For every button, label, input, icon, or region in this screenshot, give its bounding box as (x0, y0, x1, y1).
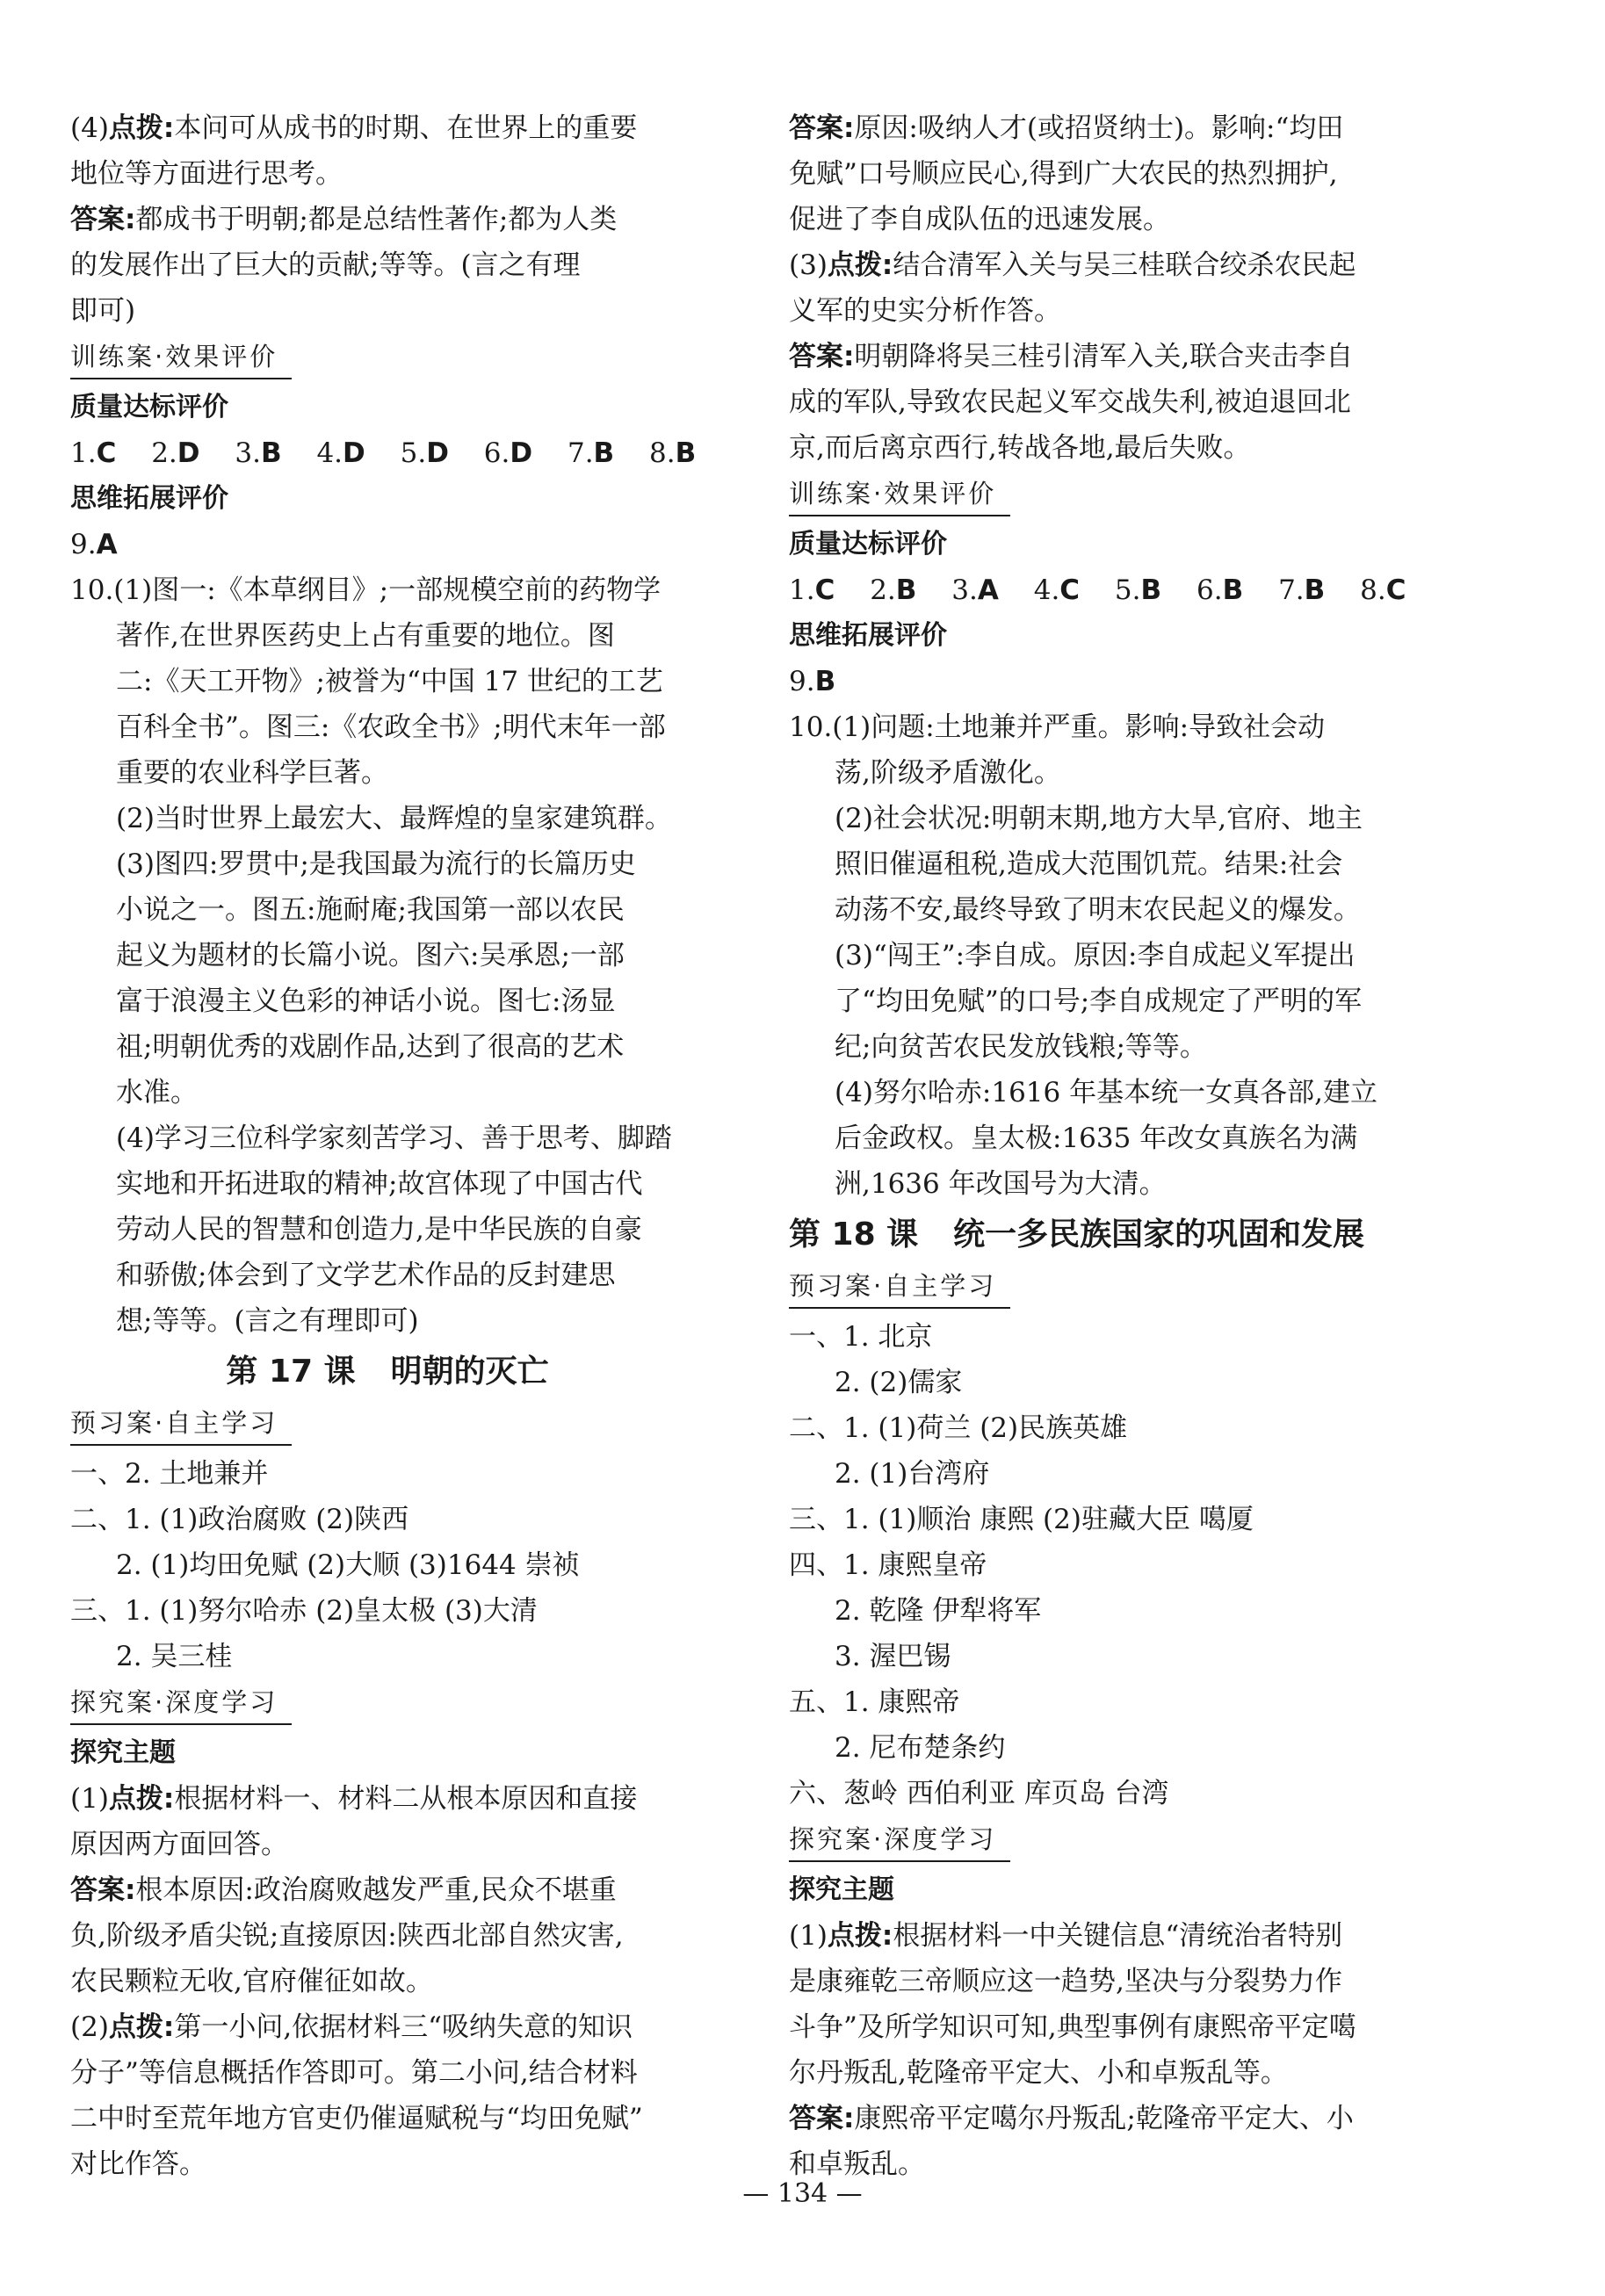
text-line: 负,阶级矛盾尖锐;直接原因:陕西北部自然灾害, (70, 1920, 624, 1952)
text-line: 2. (1)均田免赋 (2)大顺 (3)1644 崇祯 (116, 1549, 580, 1581)
answer-label: 答案: (70, 204, 136, 235)
subsection-heading: 思维拓展评价 (70, 483, 228, 514)
section-heading: 预习案·自主学习 (70, 1404, 292, 1446)
mc-answer: 2.B (870, 574, 917, 606)
text-line: (2)当时世界上最宏大、最辉煌的皇家建筑群。 (116, 803, 672, 834)
lesson-title: 第 18 课 统一多民族国家的巩固和发展 (789, 1217, 1365, 1253)
text-line: (4)努尔哈赤:1616 年基本统一女真各部,建立 (835, 1077, 1377, 1108)
text-line: (4)点拨:本问可从成书的时期、在世界上的重要 (70, 112, 638, 144)
text-line: 2. (1)台湾府 (835, 1458, 990, 1490)
text-line: 义军的史实分析作答。 (789, 295, 1061, 327)
text-line: 的发展作出了巨大的贡献;等等。(言之有理 (70, 249, 581, 281)
mc-answer: 5.D (400, 437, 449, 469)
mc-answer: 3.A (951, 574, 999, 606)
text-line: 原因两方面回答。 (70, 1829, 288, 1860)
mc-answer: 7.B (567, 437, 615, 469)
text-line: 纪;向贫苦农民发放钱粮;等等。 (835, 1031, 1207, 1063)
mc-answer: 4.C (1033, 574, 1081, 606)
text-line: 水准。 (116, 1077, 198, 1108)
text-line: 二:《天工开物》;被誉为“中国 17 世纪的工艺 (116, 666, 663, 697)
text-line: 二、1. (1)政治腐败 (2)陕西 (70, 1504, 409, 1535)
text-line: (2)点拨:第一小问,依据材料三“吸纳失意的知识 (70, 2011, 633, 2043)
text-line: 促进了李自成队伍的迅速发展。 (789, 204, 1170, 235)
text-line: 百科全书”。图三:《农政全书》;明代末年一部 (116, 711, 666, 743)
text-line: 三、1. (1)努尔哈赤 (2)皇太极 (3)大清 (70, 1595, 538, 1627)
text-line: 是康雍乾三帝顺应这一趋势,坚决与分裂势力作 (789, 1966, 1342, 1997)
text-line: 荡,阶级矛盾激化。 (835, 757, 1061, 789)
text-line: 答案:康熙帝平定噶尔丹叛乱;乾隆帝平定大、小 (789, 2103, 1354, 2134)
answer-label: 答案: (70, 1874, 136, 1906)
text-line: 六、葱岭 西伯利亚 库页岛 台湾 (789, 1778, 1169, 1809)
text-line: 2. 乾隆 伊犁将军 (835, 1595, 1042, 1627)
text-line: (1)点拨:根据材料一、材料二从根本原因和直接 (70, 1783, 638, 1815)
mc-answer: 6.B (1197, 574, 1244, 606)
mc-answer: 7.B (1278, 574, 1326, 606)
text-line: (3)图四:罗贯中;是我国最为流行的长篇历史 (116, 848, 636, 880)
subsection-heading: 思维拓展评价 (789, 620, 947, 651)
text-line: 祖;明朝优秀的戏剧作品,达到了很高的艺术 (116, 1031, 625, 1063)
text-line: (3)点拨:结合清军入关与吴三桂联合绞杀农民起 (789, 249, 1356, 281)
text-line: 对比作答。 (70, 2148, 206, 2180)
text-line: 二中时至荒年地方官吏仍催逼赋税与“均田免赋” (70, 2103, 643, 2134)
text-line: 二、1. (1)荷兰 (2)民族英雄 (789, 1412, 1128, 1444)
left-column (70, 105, 705, 2187)
section-heading: 训练案·效果评价 (789, 474, 1010, 516)
text-line: 五、1. 康熙帝 (789, 1686, 960, 1718)
text-line: 三、1. (1)顺治 康熙 (2)驻藏大臣 噶厦 (789, 1504, 1254, 1535)
text-line: (4)学习三位科学家刻苦学习、善于思考、脚踏 (116, 1123, 672, 1154)
text-line: 富于浪漫主义色彩的神话小说。图七:汤显 (116, 986, 616, 1017)
mc-answers (789, 567, 1423, 613)
section-heading: 训练案·效果评价 (70, 337, 292, 379)
text-line: 四、1. 康熙皇帝 (789, 1549, 987, 1581)
text-line: 农民颗粒无收,官府催征如故。 (70, 1966, 433, 1997)
text-line: 著作,在世界医药史上占有重要的地位。图 (116, 620, 615, 652)
text-line: 免赋”口号顺应民心,得到广大农民的热烈拥护, (789, 158, 1338, 190)
text-line: 10.(1)问题:土地兼并严重。影响:导致社会动 (789, 711, 1326, 743)
mc-answer: 6.D (483, 437, 533, 469)
text-line: 10.(1)图一:《本草纲目》;一部规模空前的药物学 (70, 574, 662, 606)
text-line: 劳动人民的智慧和创造力,是中华民族的自豪 (116, 1214, 642, 1245)
mc-answer: 1.C (70, 437, 117, 469)
text-line: 2. 尼布楚条约 (835, 1732, 1006, 1764)
mc-answers (70, 430, 705, 476)
text-line: 尔丹叛乱,乾隆帝平定大、小和卓叛乱等。 (789, 2057, 1288, 2089)
mc-answer: 5.B (1114, 574, 1162, 606)
text-line: 动荡不安,最终导致了明末农民起义的爆发。 (835, 894, 1361, 926)
mc-answer: 8.B (649, 437, 697, 469)
text-line: 答案:根本原因:政治腐败越发严重,民众不堪重 (70, 1874, 617, 1906)
mc-answer: 2.D (151, 437, 200, 469)
text-line: (3)“闯王”:李自成。原因:李自成起义军提出 (835, 940, 1356, 971)
mc-answer: 9.B (789, 666, 836, 697)
text-line: 答案:明朝降将吴三桂引清军入关,联合夹击李自 (789, 341, 1354, 372)
text-line: 京,而后离京西行,转战各地,最后失败。 (789, 432, 1251, 464)
section-heading: 预习案·自主学习 (789, 1267, 1010, 1309)
text-line: 起义为题材的长篇小说。图六:吴承恩;一部 (116, 940, 625, 971)
mc-answer: 8.C (1360, 574, 1406, 606)
text-line: (2)社会状况:明朝末期,地方大旱,官府、地主 (835, 803, 1363, 834)
subsection-heading: 质量达标评价 (789, 529, 947, 560)
subsection-heading: 质量达标评价 (70, 392, 228, 422)
text-line: 洲,1636 年改国号为大清。 (835, 1168, 1167, 1200)
text-line: 2. 吴三桂 (116, 1641, 233, 1672)
mc-answer: 9.A (70, 529, 118, 560)
section-heading: 探究案·深度学习 (70, 1683, 292, 1725)
text-line: 了“均田免赋”的口号;李自成规定了严明的军 (835, 986, 1363, 1017)
text-line: 成的军队,导致农民起义军交战失利,被迫退回北 (789, 386, 1351, 418)
mc-answer: 1.C (789, 574, 835, 606)
page-number: — 134 — (742, 2178, 863, 2209)
lesson-title: 第 17 课 明朝的灭亡 (226, 1354, 549, 1390)
text-line: 3. 渥巴锡 (835, 1641, 951, 1672)
right-column (789, 105, 1423, 2187)
text-line: 答案:原因:吸纳人才(或招贤纳士)。影响:“均田 (789, 112, 1344, 144)
text-line: 和骄傲;体会到了文学艺术作品的反封建思 (116, 1260, 616, 1291)
text-line: 答案:都成书于明朝;都是总结性著作;都为人类 (70, 204, 618, 235)
text-line: 想;等等。(言之有理即可) (116, 1305, 419, 1337)
hint-label: 点拨: (827, 1920, 893, 1952)
text-line: 照旧催逼租税,造成大范围饥荒。结果:社会 (835, 848, 1343, 880)
text-line: (1)点拨:根据材料一中关键信息“清统治者特别 (789, 1920, 1343, 1952)
subsection-heading: 探究主题 (70, 1737, 176, 1768)
mc-answer: 3.B (235, 437, 282, 469)
text-line: 小说之一。图五:施耐庵;我国第一部以农民 (116, 894, 625, 926)
text-line: 重要的农业科学巨著。 (116, 757, 388, 789)
hint-label: 点拨: (108, 1783, 175, 1815)
text-line: 一、1. 北京 (789, 1321, 933, 1353)
text-line: 斗争”及所学知识可知,典型事例有康熙帝平定噶 (789, 2011, 1356, 2043)
text-line: 后金政权。皇太极:1635 年改女真族名为满 (835, 1123, 1358, 1154)
answer-label: 答案: (789, 112, 855, 144)
section-heading: 探究案·深度学习 (789, 1820, 1010, 1862)
text-line: 地位等方面进行思考。 (70, 158, 343, 190)
mc-answer: 4.D (316, 437, 365, 469)
hint-label: 点拨: (827, 249, 893, 281)
answer-label: 答案: (789, 341, 855, 372)
subsection-heading: 探究主题 (789, 1874, 894, 1905)
text-line: 分子”等信息概括作答即可。第二小问,结合材料 (70, 2057, 638, 2089)
answer-label: 答案: (789, 2103, 855, 2134)
hint-label: 点拨: (108, 2011, 175, 2043)
text-line: 实地和开拓进取的精神;故宫体现了中国古代 (116, 1168, 643, 1200)
hint-label: 点拨: (108, 112, 175, 144)
text-line: 即可) (70, 295, 136, 327)
text-line: 2. (2)儒家 (835, 1367, 963, 1398)
text-line: 和卓叛乱。 (789, 2148, 925, 2180)
text-line: 一、2. 土地兼并 (70, 1458, 269, 1490)
